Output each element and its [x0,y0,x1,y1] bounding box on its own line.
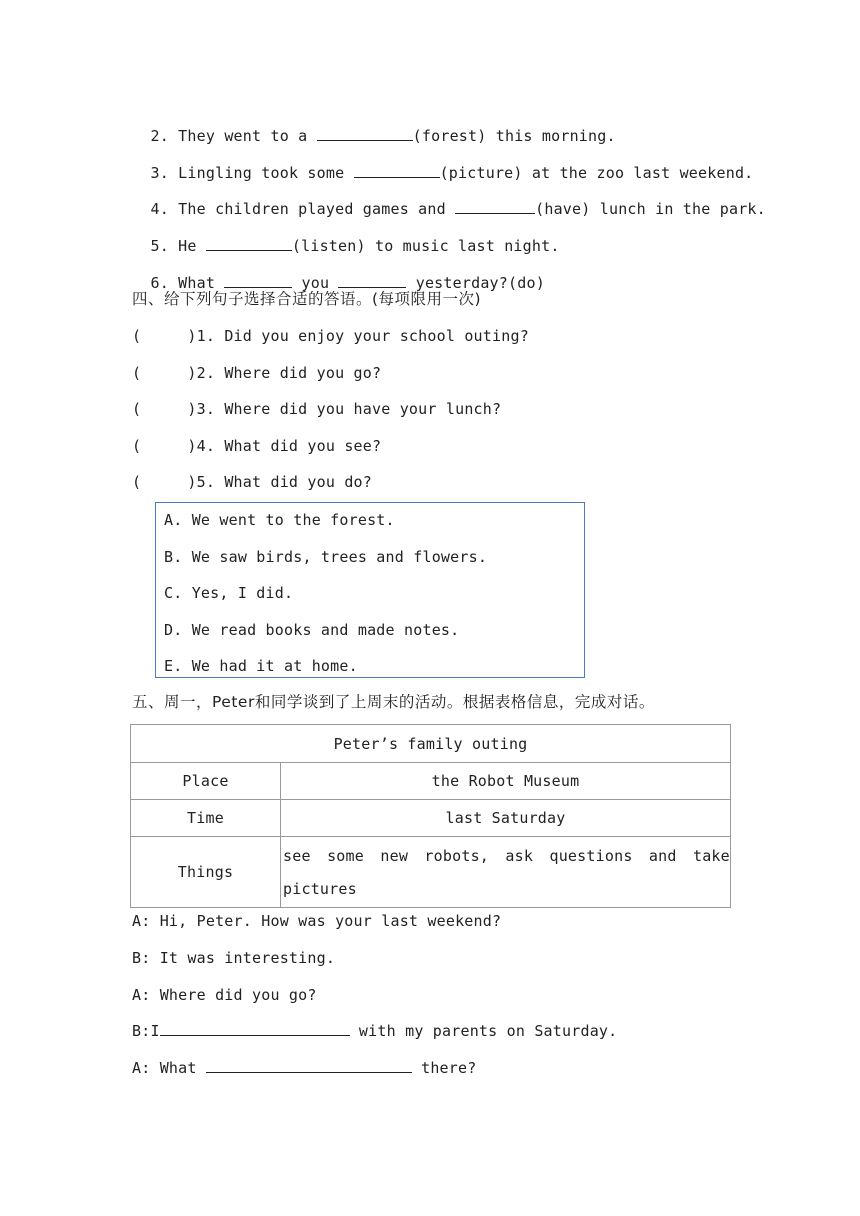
dialogue-text: B:I [132,1022,160,1040]
answer-blank[interactable] [206,236,292,251]
answer-blank[interactable] [160,1021,350,1036]
answer-paren[interactable]: ( ) [132,327,197,345]
exercise-item-5 [132,216,560,256]
question-text: 3. Where did you have your lunch? [196,400,502,418]
word-hint: (picture) [439,164,523,182]
things-word: see [283,846,311,865]
answer-blank[interactable] [224,273,292,288]
info-table [130,724,731,908]
section-5-title: 五、周一，Peter和同学谈到了上周末的活动。根据表格信息，完成对话。 [132,693,655,711]
exercise-item-4 [132,179,766,219]
item-number: 6. [150,274,169,292]
answer-paren[interactable]: ( ) [132,473,197,491]
item-number: 2. [150,127,169,145]
things-word: some [327,846,364,865]
item-number: 3. [150,164,169,182]
place-label: Place [131,763,281,800]
things-word: take [692,846,730,865]
item-number: 4. [150,200,169,218]
dialogue-text: there? [411,1059,477,1077]
option-a: A. We went to the forest. [164,511,395,529]
item-text: to music last night. [365,237,560,255]
dialogue-line-3: A: Where did you go? [132,986,317,1004]
things-value [281,837,731,908]
word-hint: (listen) [291,237,366,255]
answer-blank[interactable] [354,163,440,178]
things-label: Things [131,837,281,908]
answer-options-box [155,502,585,678]
item-number: 5. [150,237,169,255]
time-value: last Saturday [281,800,731,837]
answer-paren[interactable]: ( ) [132,364,197,382]
question-5 [132,472,372,492]
question-2 [132,363,381,383]
answer-blank[interactable] [455,199,535,214]
option-e: E. We had it at home. [164,657,358,675]
item-text: this morning. [486,127,616,145]
dialogue-text: with my parents on Saturday. [349,1022,618,1040]
word-hint: (forest) [412,127,487,145]
question-text: 2. Where did you go? [196,364,382,382]
things-word: questions [549,846,633,865]
word-hint: (have) [535,200,591,218]
exercise-item-3 [132,143,753,183]
things-word: robots, [424,846,490,865]
question-text: 1. Did you enjoy your school outing? [196,327,529,345]
place-value: the Robot Museum [281,763,731,800]
option-b: B. We saw birds, trees and flowers. [164,548,488,566]
answer-paren[interactable]: ( ) [132,400,197,418]
answer-blank[interactable] [206,1058,412,1073]
section-4-title: 四、给下列句子选择合适的答语。(每项限用一次) [132,290,482,308]
option-c: C. Yes, I did. [164,584,294,602]
dialogue-line-4 [132,1021,617,1041]
question-1 [132,326,529,346]
question-text: 4. What did you see? [196,437,382,455]
things-word: ask [505,846,534,865]
dialogue-text: A: What [132,1059,206,1077]
things-word: new [380,846,409,865]
item-text: Lingling took some [178,164,354,182]
answer-blank[interactable] [338,273,406,288]
time-label: Time [131,800,281,837]
item-text: you [292,274,339,292]
dialogue-line-2: B: It was interesting. [132,949,336,967]
question-4 [132,436,381,456]
things-line-1 [281,846,730,866]
item-text: What [178,274,225,292]
item-text: He [178,237,206,255]
exercise-item-6 [132,253,545,293]
table-header: Peter’s family outing [131,725,731,763]
things-word: and [648,846,677,865]
item-text: yesterday?(do) [406,274,545,292]
answer-paren[interactable]: ( ) [132,437,197,455]
things-line-2: pictures [283,879,357,898]
item-text: They went to a [178,127,317,145]
answer-blank[interactable] [317,126,413,141]
item-text: The children played games and [178,200,456,218]
question-text: 5. What did you do? [196,473,373,491]
exercise-item-2 [132,106,616,146]
dialogue-line-1: A: Hi, Peter. How was your last weekend? [132,912,502,930]
option-d: D. We read books and made notes. [164,621,460,639]
item-text: at the zoo last weekend. [522,164,754,182]
question-3 [132,399,501,419]
item-text: lunch in the park. [590,200,766,218]
dialogue-line-5 [132,1058,476,1078]
